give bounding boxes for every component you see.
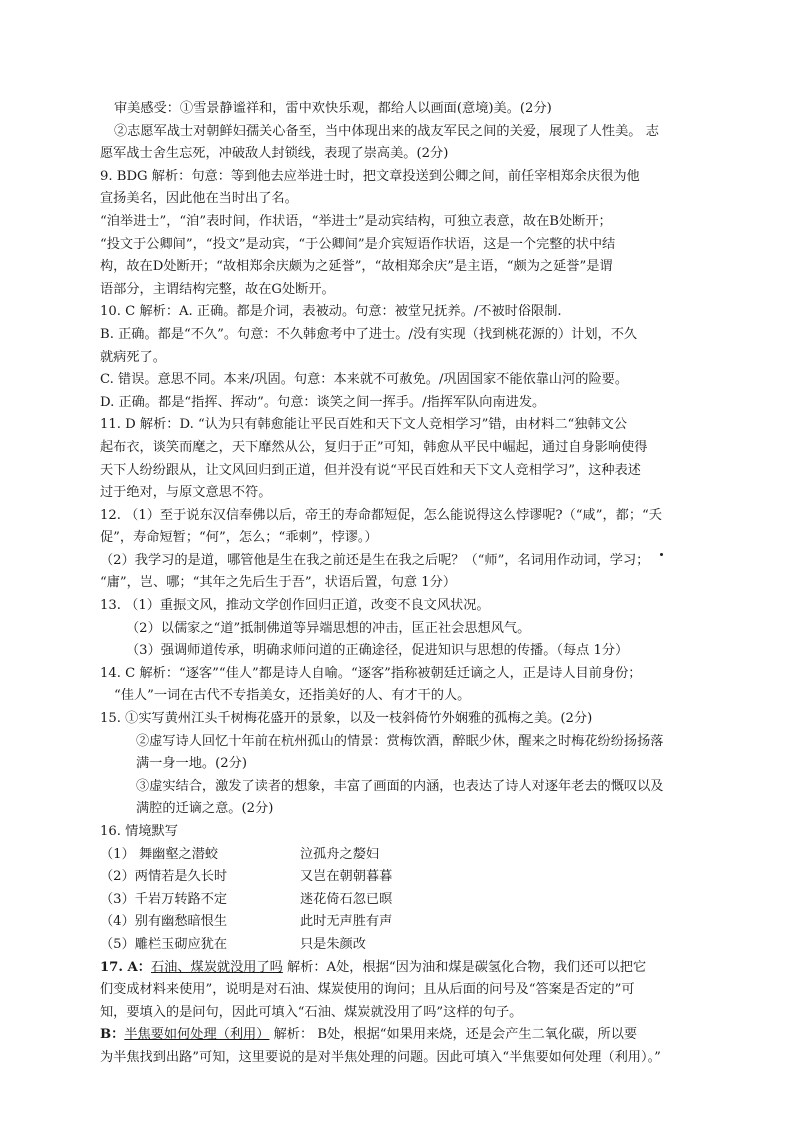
answer-line: 9. BDG 解析：句意：等到他去应举进士时，把文章投送到公卿之间，前任宰相郑余庆很为他 xyxy=(100,168,640,184)
answer-line: 构，故在D处断开；“故相郑余庆颇为之延誉”，“故相郑余庆”是主语，“颇为之延誉”是谓 xyxy=(100,259,613,275)
answer-line: ③虚实结合，激发了读者的想象，丰富了画面的内涵，也表达了诗人对逐年老去的慨叹以及 xyxy=(136,778,664,794)
answer-line: 10. C 解析：A. 正确。都是介词，表被动。句意：被堂兄抚养。/不被时俗限制. xyxy=(100,304,562,320)
stray-dot-mark xyxy=(660,553,663,556)
q16-row xyxy=(100,911,702,934)
q16-row-right: 只是朱颜改 xyxy=(300,936,366,952)
q17-b-label: B： xyxy=(100,1027,125,1043)
q16-row-right: 泣孤舟之嫠妇 xyxy=(300,846,380,862)
q16-row-left: （4）别有幽愁暗恨生 xyxy=(100,914,228,930)
answer-line: （2）我学习的是道，哪管他是生在我之前还是生在我之后呢？（“师”，名词用作动词，学习； xyxy=(100,552,650,568)
q17-b-rest: 解析： B处，根据“如果用来烧，还是会产生二氧化碳，所以要 xyxy=(269,1027,638,1043)
q16-row xyxy=(100,866,702,889)
answer-line: 审美感受：①雪景静谧祥和，雷中欢快乐观，都给人以画面(意境)美。(2分) xyxy=(114,101,552,116)
q17-section xyxy=(100,957,702,1070)
answer-line: 宣扬美名，因此他在当时出了名。 xyxy=(100,191,298,207)
q16-row-right: 又岂在朝朝暮暮 xyxy=(300,869,393,885)
q16-title: 16. 情境默写 xyxy=(100,824,178,839)
answer-line: 起布衣，谈笑而麾之，天下靡然从公，复归于正”可知，韩愈从平民中崛起，通过自身影响使得 xyxy=(100,439,648,455)
answer-line: 促”，寿命短暂；“何”，怎么；“乖刺”，悖谬。） xyxy=(100,530,378,546)
answer-line: 就病死了。 xyxy=(100,349,166,365)
q17-a-rest: 解析：A处，根据“因为油和煤是碳氢化合物，我们还可以把它 xyxy=(282,959,647,975)
q17-a-answer: 石油、煤炭就没用了吗 xyxy=(150,959,283,975)
answer-line: 13. （1）重振文风，推动文学创作回归正道，改变不良文风状况。 xyxy=(100,598,490,614)
q17-a-label: 17. A： xyxy=(100,959,151,975)
q16-row-right: 此时无声胜有声 xyxy=(300,914,393,930)
q17-explanation-line: 知，要填入的是问句，因此可填入“石油、煤炭就没用了吗”这样的句子。 xyxy=(100,1004,523,1020)
answer-line: 满一身一地。(2分) xyxy=(136,756,247,772)
q16-row-left: （3）千岩万转路不定 xyxy=(100,891,228,907)
q16-section xyxy=(100,821,702,957)
answer-line: 语部分，主谓结构完整，故在G处断开。 xyxy=(100,281,335,297)
q16-row xyxy=(100,844,702,867)
answer-line: “庸”，岂、哪；“其年之先后生于吾”，状语后置，句意 1分） xyxy=(100,575,457,591)
q16-row-left: （5）雕栏玉砌应犹在 xyxy=(100,936,228,952)
q17-explanation-line: 们变成材料来使用”，说明是对石油、煤炭使用的询问；且从后面的问号及“答案是否定的”可 xyxy=(100,982,635,998)
answer-line: 愿军战士舍生忘死，冲破敌人封锁线，表现了崇高美。(2分) xyxy=(100,146,449,162)
q17-a-explanation xyxy=(100,979,702,1024)
q16-row-right: 迷花倚石忽已暝 xyxy=(300,891,393,907)
answer-line: “洎举进士”，“洎”表时间，作状语，“举进士”是动宾结构，可独立表意，故在B处断开； xyxy=(100,213,612,229)
answer-line: 过于绝对，与原文意思不符。 xyxy=(100,485,272,501)
q17-b-line xyxy=(100,1024,702,1047)
answer-line: ②志愿军战士对朝鲜妇孺关心备至，当中体现出来的战友军民之间的关爱，展现了人性美。 志 xyxy=(114,123,659,139)
answer-text-block xyxy=(100,98,702,821)
answer-line: 天下人纷纷跟从，让文风回归到正道，但并没有说“平民百姓和天下文人竞相学习”，这种表述 xyxy=(100,462,641,478)
answer-line: B. 正确。都是“不久”。句意：不久韩愈考中了进士。/没有实现（找到桃花源的）计划，不久 xyxy=(100,326,638,342)
answer-line: C. 错误。意思不同。本来/巩固。句意：本来就不可赦免。/巩固国家不能依靠山河的险要。 xyxy=(100,372,629,388)
q17-b-answer: 半焦要如何处理（利用） xyxy=(124,1027,270,1043)
answer-line: 15. ①实写黄州江头千树梅花盛开的景象，以及一枝斜倚竹外娴雅的孤梅之美。(2分) xyxy=(100,711,593,727)
answer-line: “佳人”一词在古代不专指美女，还指美好的人、有才干的人。 xyxy=(114,688,471,704)
q16-rows xyxy=(100,844,702,957)
answer-line: ②虚写诗人回忆十年前在杭州孤山的情景：赏梅饮酒，醉眠少休，醒来之时梅花纷纷扬扬落 xyxy=(136,733,664,749)
answer-line: “投文于公卿间”，“投文”是动宾，“于公卿间”是介宾短语作状语，这是一个完整的状中结 xyxy=(100,236,616,252)
answer-line: 11. D 解析：D. “认为只有韩愈能让平民百姓和天下文人竞相学习”错，由材料二“独韩文公 xyxy=(100,417,628,433)
q17-b-explanation xyxy=(100,1047,702,1070)
answer-line: 满腔的迁谪之意。(2分) xyxy=(136,801,274,817)
answer-line: D. 正确。都是“指挥、挥动”。句意：谈笑之间一挥手。/指挥军队向南进发。 xyxy=(100,394,546,410)
answer-line: 12. （1）至于说东汉信奉佛以后，帝王的寿命都短促，怎么能说得这么悖谬呢?（“咸”，都；“夭 xyxy=(100,507,662,523)
q16-row-left: （1） 舞幽壑之潜蛟 xyxy=(100,846,219,862)
q17-explanation-line: 为半焦找到出路”可知，这里要说的是对半焦处理的问题。因此可填入“半焦要如何处理（利用）。” xyxy=(100,1049,661,1065)
q17-a-line xyxy=(100,957,702,980)
answer-line: 14. C 解析：“逐客”“佳人”都是诗人自喻。“逐客”指称被朝廷迁谪之人，正是诗人目前身份； xyxy=(100,665,642,681)
answer-line: （3）强调师道传承，明确求师问道的正确途径，促进知识与思想的传播。（每点 1分） xyxy=(126,643,629,659)
q16-row xyxy=(100,934,702,957)
q16-row-left: （2）两情若是久长时 xyxy=(100,869,228,885)
answer-line: （2）以儒家之“道”抵制佛道等异端思想的冲击，匡正社会思想风气。 xyxy=(126,620,531,636)
q16-row xyxy=(100,889,702,912)
